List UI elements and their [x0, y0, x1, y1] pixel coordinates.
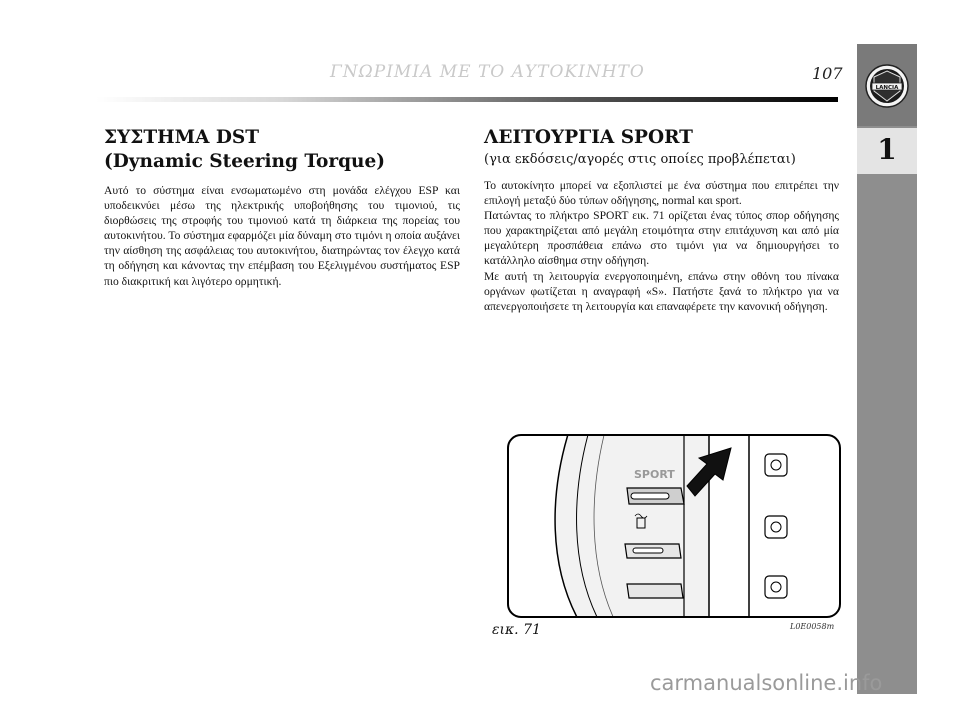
- dst-paragraph: Αυτό το σύστημα είναι ενσωματωμένο στη μονάδα ελέγχου ESP και υποδεικνύει μέσω της ηλεκτρικής υποβοήθησης του τιμονιού, τις διορθώσεις της στροφής του τιμονιού κατά τη διάρκεια της πορείας του αυτοκινήτου. Το σύστημα εφαρμόζει μία δύναμη στο τιμόνι η οποία αυξάνει την αίσθηση της ασφάλειας του αυτοκινήτου, διατηρώντας τον έλεγχο κατά τη οδήγηση και κάνοντας την επέμβαση του Εξελιγμένου συστήματος ESP πιο διακριτική και λιγότερο ορμητική.: [104, 184, 460, 288]
- header-rule: [96, 97, 838, 102]
- running-header-title: ΓΝΩΡΙΜΙΑ ΜΕ ΤΟ ΑΥΤΟΚΙΝΗΤΟ: [330, 62, 645, 82]
- sport-paragraph-3: Με αυτή τη λειτουργία ενεργοποιημένη, επάνω στην οθόνη του πίνακα οργάνων φωτίζεται η αναγραφή «S». Πατήστε ξανά το πλήκτρο για να απενεργοποιήσετε τη λειτουργία και επαναφέρετε την κανονική οδήγηση.: [484, 269, 839, 313]
- socket-icon: [765, 576, 787, 598]
- sport-title: ΛΕΙΤΟΥΡΓΙΑ SPORT: [484, 127, 693, 148]
- sport-paragraph-2: Πατώντας το πλήκτρο SPORT εικ. 71 ορίζεται ένας τύπος σπορ οδήγησης που χαρακτηρίζεται από μεγάλη ετοιμότητα στην επιτάχυνση και από μία μεγαλύτερη προσπάθεια επάνω στο τιμόνι για να δημιουργήσει το κατάλληλο αίσθημα στην οδήγηση.: [484, 209, 839, 268]
- socket-icon: [765, 516, 787, 538]
- page-number: 107: [812, 64, 843, 83]
- socket-icon: [765, 454, 787, 476]
- lower-button: [627, 584, 683, 598]
- logo-text: LANCIA: [875, 84, 899, 91]
- watermark: carmanualsonline.info: [650, 671, 883, 695]
- dst-title: ΣΥΣΤΗΜΑ DST: [104, 127, 260, 148]
- sport-paragraph-1: Το αυτοκίνητο μπορεί να εξοπλιστεί με ένα σύστημα που επιτρέπει την επιλογή μεταξύ δύο τύπων οδήγησης, normal και sport.: [484, 179, 839, 208]
- dst-section: [104, 126, 460, 289]
- lancia-logo-icon: [864, 63, 910, 109]
- sport-label: SPORT: [634, 468, 675, 481]
- dashboard-illustration: [509, 436, 839, 616]
- figure-code: L0E0058m: [790, 622, 835, 631]
- figure-sport-button: [507, 434, 841, 618]
- sport-section: [484, 126, 839, 314]
- figure-caption: εικ. 71: [492, 622, 541, 638]
- sport-subtitle: (για εκδόσεις/αγορές στις οποίες προβλέπεται): [484, 152, 796, 167]
- dst-subtitle: (Dynamic Steering Torque): [104, 151, 385, 172]
- chapter-number: 1: [877, 133, 897, 166]
